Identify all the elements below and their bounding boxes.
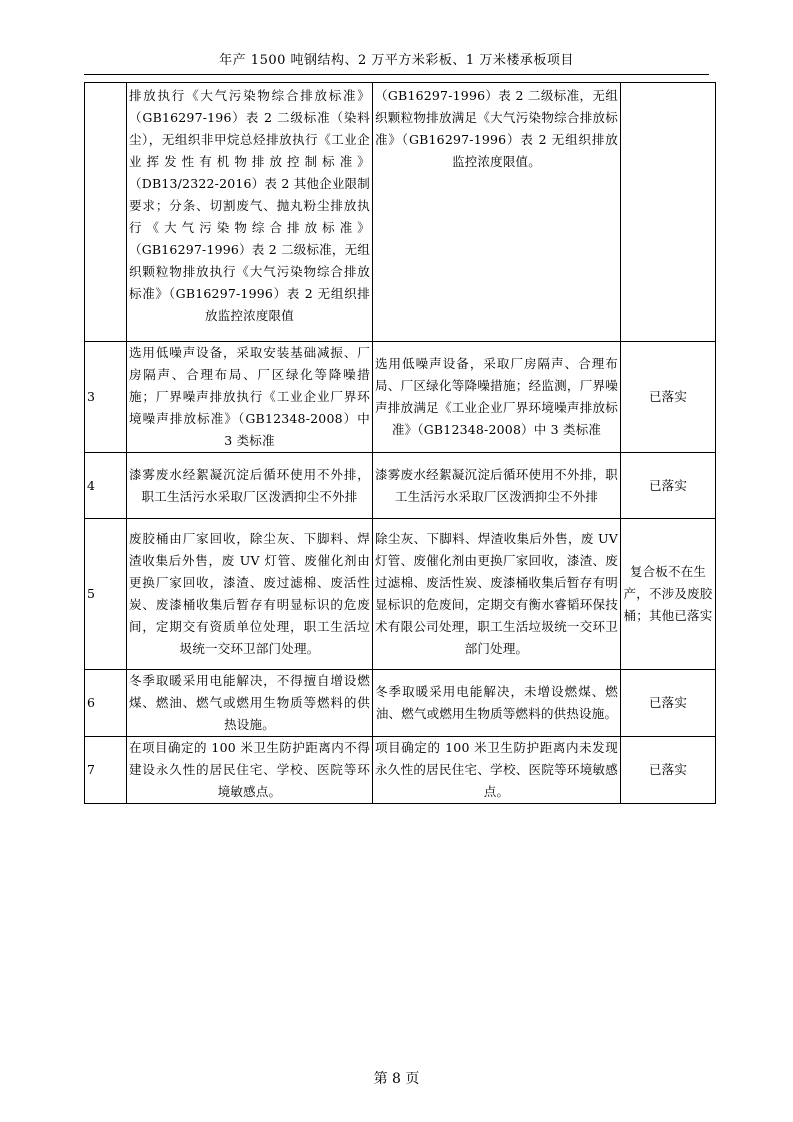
table-row [85, 453, 716, 519]
page-number: 第 8 页 [373, 1071, 420, 1087]
implementation-cell: （GB16297-1996）表 2 二级标准，无组织颗粒物排放满足《大气污染物综合排放标准》（GB16297-1996）表 2 无组织排放监控浓度限值。 [373, 83, 621, 342]
row-number: 7 [85, 737, 127, 804]
table-row [85, 519, 716, 670]
requirement-cell: 冬季取暖采用电能解决，不得擅自增设燃煤、燃油、燃气或燃用生物质等燃料的供热设施。 [127, 670, 373, 737]
table-row [85, 737, 716, 804]
status-cell: 复合板不在生产，不涉及废胶桶；其他已落实 [621, 519, 716, 670]
measures-table [84, 82, 716, 804]
requirement-cell: 在项目确定的 100 米卫生防护距离内不得建设永久性的居民住宅、学校、医院等环境敏感点。 [127, 737, 373, 804]
status-cell: 已落实 [621, 342, 716, 453]
implementation-cell: 选用低噪声设备，采取厂房隔声、合理布局、厂区绿化等降噪措施；经监测，厂界噪声排放满足《工业企业厂界环境噪声排放标准》（GB12348-2008）中 3 类标准 [373, 342, 621, 453]
implementation-cell: 项目确定的 100 米卫生防护距离内未发现永久性的居民住宅、学校、医院等环境敏感点。 [373, 737, 621, 804]
requirement-cell: 漆雾废水经絮凝沉淀后循环使用不外排，职工生活污水采取厂区泼洒抑尘不外排 [127, 453, 373, 519]
row-number [85, 83, 127, 342]
table-row [85, 83, 716, 342]
requirement-cell: 选用低噪声设备，采取安装基础减振、厂房隔声、合理布局、厂区绿化等降噪措施；厂界噪声排放执行《工业企业厂界环境噪声排放标准》（GB12348-2008）中 3 类标准 [127, 342, 373, 453]
page-header-title: 年产 1500 吨钢结构、2 万平方米彩板、1 万米楼承板项目 [219, 53, 574, 68]
implementation-cell: 冬季取暖采用电能解决，未增设燃煤、燃油、燃气或燃用生物质等燃料的供热设施。 [373, 670, 621, 737]
row-number: 6 [85, 670, 127, 737]
implementation-cell: 漆雾废水经絮凝沉淀后循环使用不外排，职工生活污水采取厂区泼洒抑尘不外排 [373, 453, 621, 519]
row-number: 5 [85, 519, 127, 670]
status-cell: 已落实 [621, 737, 716, 804]
row-number: 3 [85, 342, 127, 453]
requirement-cell: 废胶桶由厂家回收，除尘灰、下脚料、焊渣收集后外售，废 UV 灯管、废催化剂由更换厂家回收，漆渣、废过滤棉、废活性炭、废漆桶收集后暂存有明显标识的危废间，定期交有资质单位处理，职工生活垃圾统一交环卫部门处理。 [127, 519, 373, 670]
implementation-cell: 除尘灰、下脚料、焊渣收集后外售，废 UV 灯管、废催化剂由更换厂家回收，漆渣、废过滤棉、废活性炭、废漆桶收集后暂存有明显标识的危废间，定期交有衡水睿韬环保技术有限公司处理，职工生活垃圾统一交环卫部门处理。 [373, 519, 621, 670]
status-cell: 已落实 [621, 453, 716, 519]
table-row [85, 342, 716, 453]
row-number: 4 [85, 453, 127, 519]
header-divider [84, 74, 709, 75]
status-cell: 已落实 [621, 670, 716, 737]
table-row [85, 670, 716, 737]
status-cell [621, 83, 716, 342]
requirement-cell: 排放执行《大气污染物综合排放标准》（GB16297-196）表 2 二级标准（染料尘），无组织非甲烷总烃排放执行《工业企业挥发性有机物排放控制标准》（DB13/2322-2016）表 2 其他企业限制要求；分条、切割废气、抛丸粉尘排放执行《大气污染物综合排放标准》（GB16297-1996）表 2 二级标准，无组织颗粒物排放执行《大气污染物综合排放标准》（GB16297-1996）表 2 无组织排放监控浓度限值 [127, 83, 373, 342]
